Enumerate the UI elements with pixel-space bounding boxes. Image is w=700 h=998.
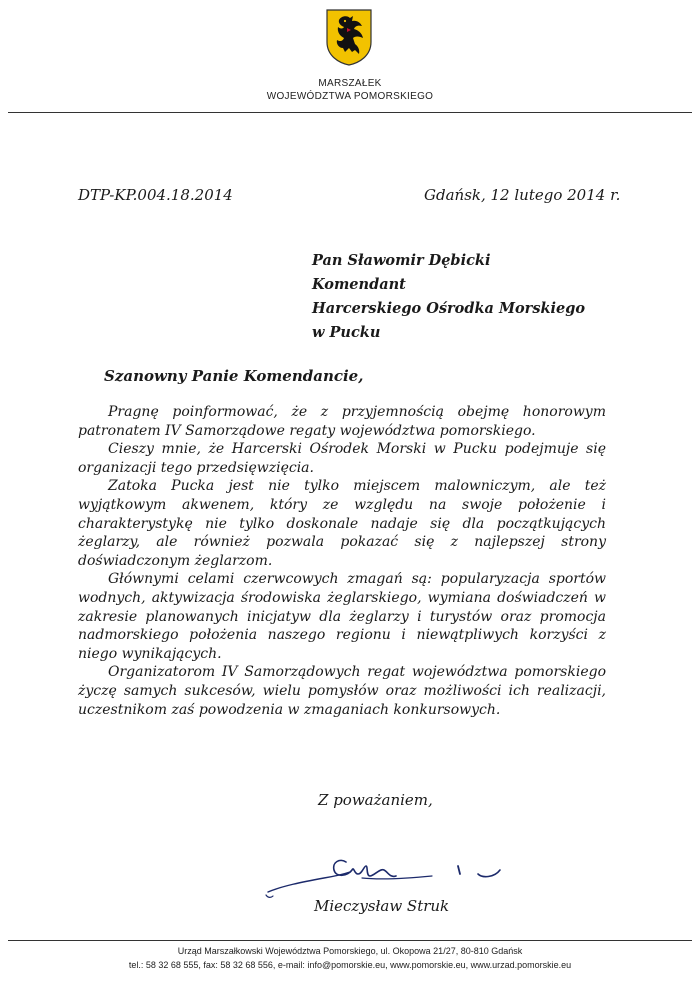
body-paragraph: Głównymi celami czerwcowych zmagań są: popularyzacja sportów wodnych, aktywizacja środowiska żeglarskiego, wymiana doświadczeń w zakresie planowanych inicjatyw dla żeglarzy i turystów oraz promocja nadmorskiego położenia naszego regionu i niewątpliwych korzyści z niego wynikających.: [78, 571, 606, 662]
salutation: Szanowny Panie Komendancie,: [104, 367, 364, 385]
footer-address: Urząd Marszałkowski Województwa Pomorskiego, ul. Okopowa 21/27, 80-810 Gdańsk: [177, 946, 523, 956]
letterhead-title: MARSZAŁEK: [318, 78, 382, 89]
body-paragraph: Pragnę poinformować, że z przyjemnością obejmę honorowym patronatem IV Samorządowe regaty województwa pomorskiego.: [78, 404, 606, 439]
footer-divider: [8, 940, 692, 941]
recipient-organization: Harcerskiego Ośrodka Morskiego: [312, 300, 586, 317]
griffin-coat-of-arms-icon: [325, 8, 373, 66]
recipient-location: w Pucku: [312, 324, 381, 341]
letter-body: [78, 403, 606, 719]
footer-contact: tel.: 58 32 68 555, fax: 58 32 68 556, e-mail: info@pomorskie.eu, www.pomorskie.eu, www.urzad.pomorskie.eu: [128, 960, 572, 970]
body-paragraph: Organizatorom IV Samorządowych regat województwa pomorskiego życzę samych sukcesów, wielu pomysłów oraz możliwości ich realizacji, uczestnikom zaś powodzenia w zmaganiach konkursowych.: [78, 664, 606, 718]
recipient-title: Komendant: [312, 276, 406, 293]
recipient-name: Pan Sławomir Dębicki: [312, 252, 491, 269]
header-divider: [8, 112, 692, 113]
body-paragraph: Zatoka Pucka jest nie tylko miejscem malowniczym, ale też wyjątkowym akwenem, który ze względu na swoje położenie i charakterystykę nie tylko doskonale nadaje się dla początkujących żeglarzy, ale również pozwala pokazać się z najlepszej strony doświadczonym żeglarzom.: [78, 478, 606, 569]
place-and-date: Gdańsk, 12 lutego 2014 r.: [424, 186, 621, 204]
reference-number: DTP-KP.004.18.2014: [78, 186, 233, 204]
body-paragraph: Cieszy mnie, że Harcerski Ośrodek Morski w Pucku podejmuje się organizacji tego przedsięwzięcia.: [78, 441, 606, 476]
closing: Z poważaniem,: [318, 791, 433, 809]
letterhead-subtitle: WOJEWÓDZTWA POMORSKIEGO: [266, 91, 434, 102]
signer-name: Mieczysław Struk: [314, 897, 450, 915]
